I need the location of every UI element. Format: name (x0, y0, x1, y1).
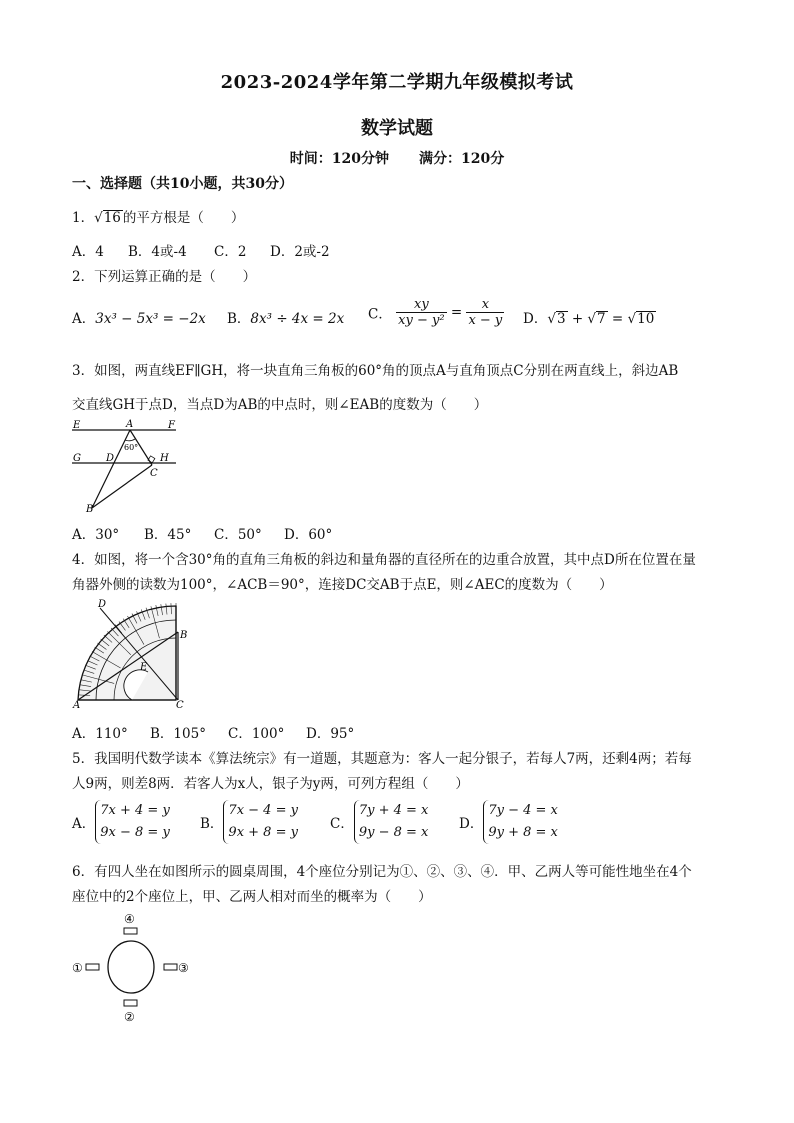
q1-stem: 1．√16 的平方根是（ ） (72, 210, 245, 226)
q4-option-c[interactable]: C．100° (228, 726, 285, 742)
section-title: 一、选择题（共10小题，共30分） (72, 176, 293, 192)
q1-option-c[interactable]: C．2 (214, 244, 247, 260)
q1-options (72, 240, 330, 260)
svg-text:H: H (160, 453, 169, 464)
q5-option-a[interactable]: A． 7x + 4 = y 9x − 8 = y (72, 800, 170, 844)
q4-line1: 4．如图，将一个含30°角的直角三角板的斜边和量角器的直径所在的边重合放置，其中点D所在位置在量 (72, 552, 696, 568)
svg-text:F: F (168, 420, 175, 431)
q1-radicand: 16 (103, 210, 121, 226)
q5-line2: 人9两，则差8两．若客人为x人，银子为y两，可列方程组（ ） (72, 776, 469, 792)
exam-time: 时间：120分钟 (289, 151, 389, 167)
q1-option-b[interactable]: B．4或-4 (128, 244, 187, 260)
svg-text:③: ③ (178, 961, 189, 975)
q6-line2: 座位中的2个座位上，甲、乙两人相对而坐的概率为（ ） (72, 889, 432, 905)
q2-stem: 2．下列运算正确的是（ ） (72, 269, 257, 285)
q6-figure (68, 908, 198, 1026)
q3-line2: 交直线GH于点D，当点D为AB的中点时，则∠EAB的度数为（ ） (72, 397, 488, 413)
q5-option-c[interactable]: C． 7y + 4 = x 9y − 8 = x (330, 800, 428, 844)
svg-text:E: E (140, 662, 148, 673)
svg-text:④: ④ (124, 912, 135, 926)
round-table (108, 941, 154, 993)
exam-info (0, 148, 794, 168)
q5-option-d[interactable]: D． 7y − 4 = x 9y + 8 = x (459, 800, 558, 844)
seat-3 (164, 964, 177, 970)
svg-text:G: G (73, 453, 81, 464)
svg-text:D: D (98, 599, 107, 610)
seat-2 (124, 1000, 137, 1006)
q3-line1: 3．如图，两直线EF∥GH，将一块直角三角板的60°角的顶点A与直角顶点C分别在两直线上，斜边AB (72, 363, 679, 379)
q3-option-b[interactable]: B．45° (144, 527, 192, 543)
exam-title: 2023-2024学年第二学期九年级模拟考试 (220, 72, 574, 93)
q3-figure (68, 418, 180, 514)
svg-text:B: B (86, 504, 94, 514)
q5-option-b[interactable]: B． 7x − 4 = y 9x + 8 = y (200, 800, 298, 844)
q3-options (72, 523, 332, 543)
q3-option-d[interactable]: D．60° (284, 527, 333, 543)
q2-option-c[interactable]: C． $\frac{xy}{\text{xy − y²}}$ = $\frac{x}{x - y}$ (368, 297, 503, 328)
q4-option-d[interactable]: D．95° (306, 726, 355, 742)
exam-subject: 数学试题 (361, 118, 433, 139)
svg-text:C: C (150, 468, 158, 479)
seat-1 (86, 964, 99, 970)
svg-text:A: A (126, 419, 134, 430)
q4-option-b[interactable]: B．105° (150, 726, 206, 742)
q1-option-d[interactable]: D．2或-2 (270, 244, 330, 260)
q4-options (72, 722, 354, 742)
svg-text:①: ① (72, 961, 83, 975)
svg-text:B: B (180, 630, 188, 641)
q3-option-a[interactable]: A．30° (72, 527, 120, 543)
q1-option-a[interactable]: A．4 (72, 244, 104, 260)
svg-text:C: C (176, 700, 184, 710)
q2-option-d[interactable]: D．√3 + √7 = √10 (523, 311, 655, 327)
svg-text:D: D (106, 453, 115, 464)
q4-line2: 角器外侧的读数为100°，∠ACB＝90°，连接DC交AB于点E，则∠AEC的度数为（ ） (72, 577, 613, 593)
q4-figure (70, 598, 190, 710)
seat-4 (124, 928, 137, 934)
exam-score: 满分：120分 (419, 151, 505, 167)
svg-text:60°: 60° (124, 443, 139, 452)
svg-text:②: ② (124, 1010, 135, 1024)
q5-line1: 5．我国明代数学读本《算法统宗》有一道题，其题意为：客人一起分银子，若每人7两，还剩4两；若每 (72, 751, 692, 767)
q3-option-c[interactable]: C．50° (214, 527, 262, 543)
svg-text:A: A (73, 700, 81, 710)
svg-text:E: E (73, 420, 81, 431)
q4-option-a[interactable]: A．110° (72, 726, 128, 742)
q6-line1: 6．有四人坐在如图所示的圆桌周围，4个座位分别记为①、②、③、④．甲、乙两人等可能性地坐在4个 (72, 864, 692, 880)
q2-option-a[interactable]: A．3x³ − 5x³ = −2x (72, 311, 206, 327)
q2-option-b[interactable]: B．8x³ ÷ 4x = 2x (227, 311, 345, 327)
